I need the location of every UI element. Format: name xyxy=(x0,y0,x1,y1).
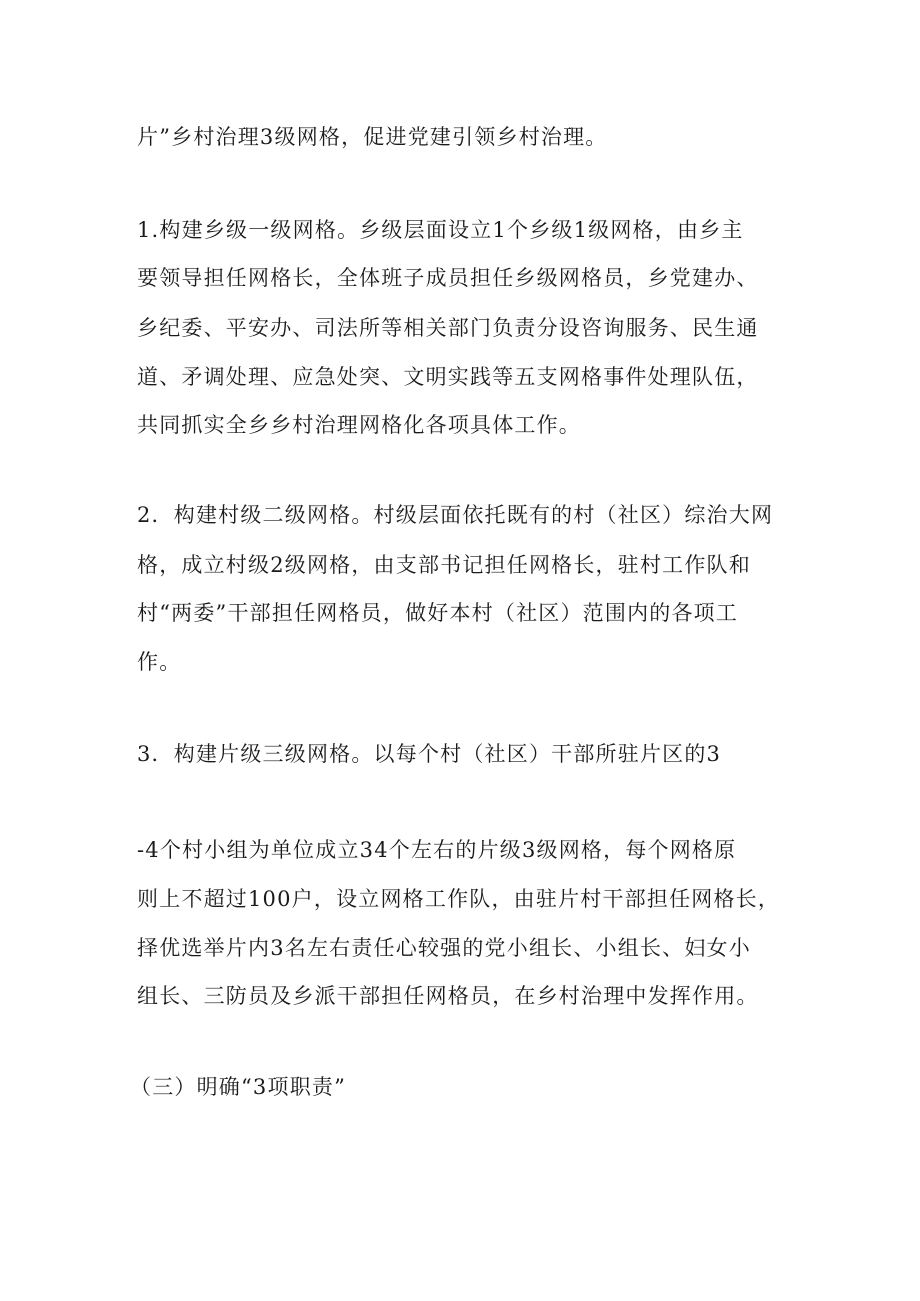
text-line-1: 片”乡村治理3级网格，促进党建引领乡村治理。 xyxy=(137,125,608,149)
text-line-10: 作。 xyxy=(137,650,182,674)
text-line-15: 组长、三防员及乡派干部担任网格员，在乡村治理中发挥作用。 xyxy=(137,984,759,1008)
text-line-14: 择优选举片内3名左右责任心较强的党小组长、小组长、妇女小 xyxy=(137,936,751,960)
text-line-6: 共同抓实全乡乡村治理网格化各项具体工作。 xyxy=(137,413,581,437)
section-heading: （三）明确“3项职责” xyxy=(130,1075,347,1099)
text-line-5: 道、矛调处理、应急处突、文明实践等五支网格事件处理队伍， xyxy=(137,365,759,389)
text-line-8: 格，成立村级2级网格，由支部书记担任网格长，驻村工作队和 xyxy=(137,553,751,577)
text-line-3: 要领导担任网格长，全体班子成员担任乡级网格员，乡党建办、 xyxy=(137,266,759,290)
text-line-7: 2．构建村级二级网格。村级层面依托既有的村（社区）综治大网 xyxy=(137,503,774,527)
text-line-2: 1.构建乡级一级网格。乡级层面设立1个乡级1级网格，由乡主 xyxy=(137,218,744,242)
text-line-12: -4个村小组为单位成立34个左右的片级3级网格，每个网格原 xyxy=(137,838,737,862)
text-line-11: 3．构建片级三级网格。以每个村（社区）干部所驻片区的3 xyxy=(137,742,722,766)
text-line-13: 则上不超过100户，设立网格工作队，由驻片村干部担任网格长， xyxy=(137,887,781,911)
text-line-4: 乡纪委、平安办、司法所等相关部门负责分设咨询服务、民生通 xyxy=(137,316,759,340)
text-line-9: 村“两委”干部担任网格员，做好本村（社区）范围内的各项工 xyxy=(137,601,739,625)
